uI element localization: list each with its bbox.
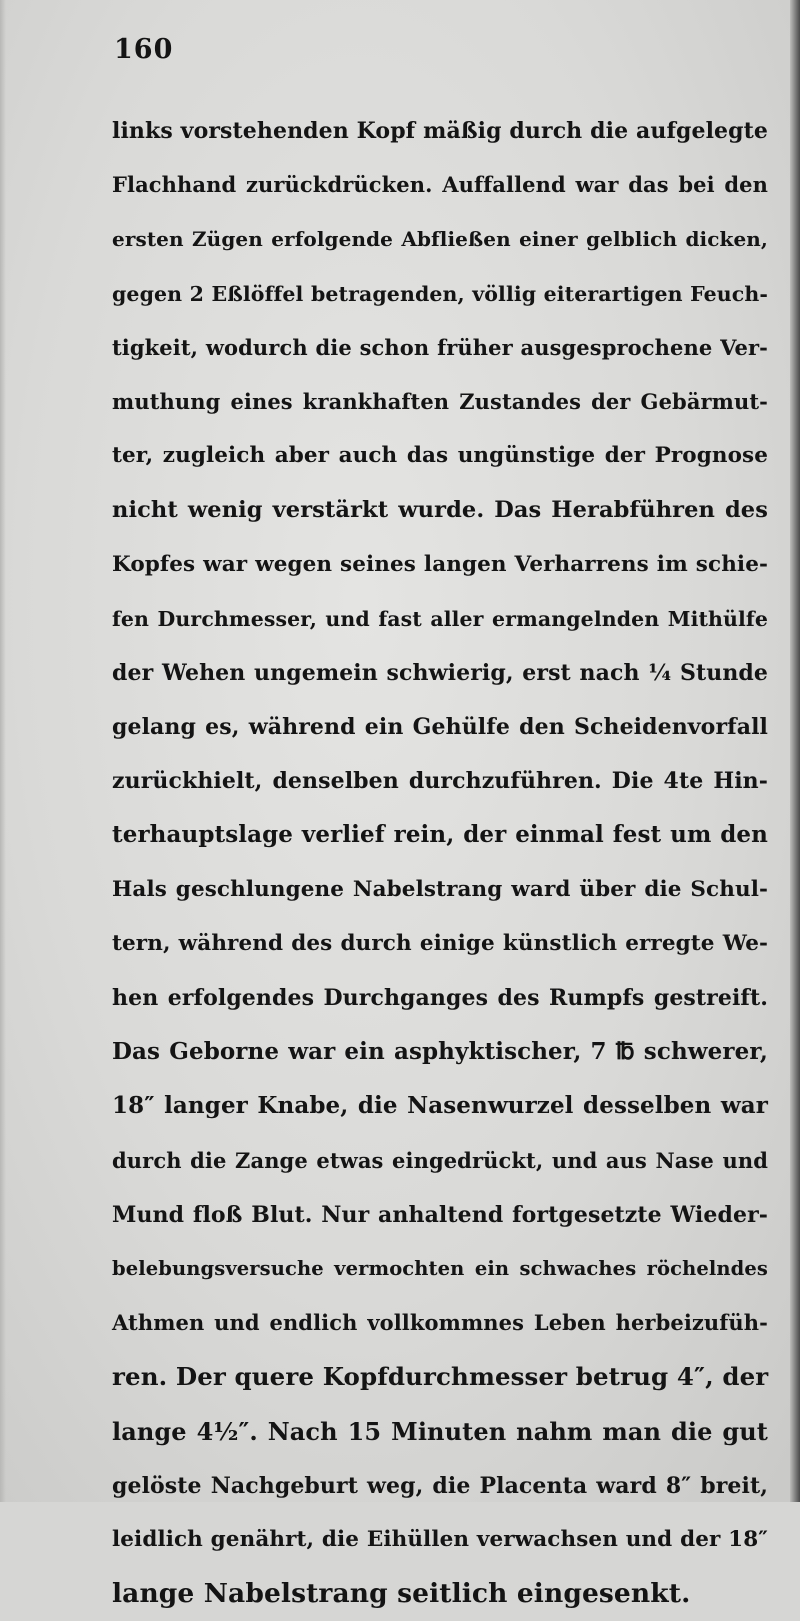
- text-line: 18″ langer Knabe, die Nasenwurzel desselben war: [112, 1092, 768, 1120]
- text-line: belebungsversuche vermochten ein schwaches röchelndes: [112, 1256, 768, 1280]
- text-line: lange 4½″. Nach 15 Minuten nahm man die gut: [112, 1416, 768, 1446]
- text-line: lange Nabelstrang seitlich eingesenkt.: [112, 1578, 691, 1610]
- text-line: leidlich genährt, die Eihüllen verwachsen und der 18″: [112, 1526, 768, 1552]
- text-line: ersten Zügen erfolgende Abfließen einer gelblich dicken,: [112, 227, 768, 252]
- text-line: der Wehen ungemein schwierig, erst nach ¼ Stunde: [112, 659, 768, 686]
- text-line: ter, zugleich aber auch das ungünstige der Prognose: [112, 443, 768, 469]
- text-line: Kopfes war wegen seines langen Verharrens im schie-: [112, 551, 768, 577]
- text-line: hen erfolgendes Durchganges des Rumpfs gestreift.: [112, 985, 768, 1011]
- text-line: ren. Der quere Kopfdurchmesser betrug 4″, der: [112, 1362, 769, 1392]
- text-line: gelöste Nachgeburt weg, die Placenta ward 8″ breit,: [112, 1472, 768, 1499]
- text-line: gegen 2 Eßlöffel betragenden, völlig eiterartigen Feuch-: [112, 281, 768, 306]
- body-text: [112, 104, 768, 1621]
- text-line: tern, während des durch einige künstlich erregte We-: [112, 930, 768, 956]
- text-line: zurückhielt, denselben durchzuführen. Die 4te Hin-: [112, 768, 768, 795]
- text-line: Athmen und endlich vollkommnes Leben herbeizufüh-: [112, 1310, 768, 1336]
- text-line: gelang es, während ein Gehülfe den Scheidenvorfall: [112, 714, 768, 741]
- text-line: Flachhand zurückdrücken. Auffallend war das bei den: [112, 172, 768, 198]
- text-line: durch die Zange etwas eingedrückt, und aus Nase und: [112, 1147, 768, 1173]
- text-line: terhauptslage verlief rein, der einmal fest um den: [112, 821, 768, 849]
- text-line: Hals geschlungene Nabelstrang ward über die Schul-: [112, 876, 768, 902]
- text-line: Das Geborne war ein asphyktischer, 7 ℔ schwerer,: [112, 1038, 768, 1066]
- text-line: nicht wenig verstärkt wurde. Das Herabführen des: [112, 497, 768, 524]
- text-line: muthung eines krankhaften Zustandes der Gebärmut-: [112, 388, 768, 414]
- page-number: 160: [114, 34, 174, 65]
- text-line: links vorstehenden Kopf mäßig durch die aufgelegte: [112, 118, 768, 144]
- text-line: Mund floß Blut. Nur anhaltend fortgesetzte Wieder-: [112, 1201, 768, 1228]
- text-line: tigkeit, wodurch die schon früher ausgesprochene Ver-: [112, 334, 768, 360]
- text-line: fen Durchmesser, und fast aller ermangelnden Mithülfe: [112, 606, 768, 631]
